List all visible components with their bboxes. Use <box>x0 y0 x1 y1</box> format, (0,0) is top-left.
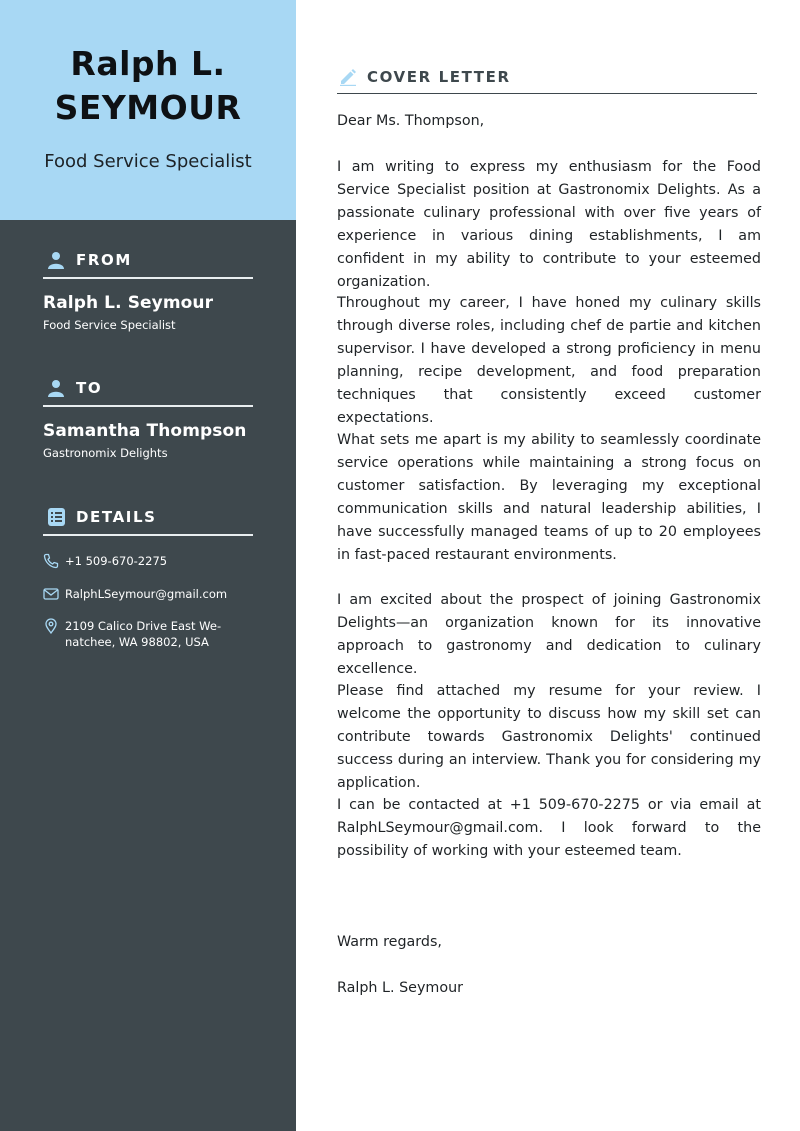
from-section <box>43 249 253 332</box>
to-heading <box>43 377 253 407</box>
sender-name: Ralph L. Seymour <box>43 293 214 313</box>
salutation: Dear Ms. Thompson, <box>337 113 485 129</box>
email-row <box>43 586 263 602</box>
paragraph: I can be contacted at +1 509-670-2275 or via email at RalphLSeymour@gmail.com. I look forward to the possibility of working with your esteemed team. <box>337 797 761 859</box>
address-line-1: 2109 Calico Drive East We- <box>65 619 222 633</box>
signature: Ralph L. Seymour <box>337 980 464 996</box>
from-heading <box>43 249 253 279</box>
job-title: Food Service Specialist <box>44 151 252 172</box>
person-icon <box>46 378 66 398</box>
from-label: FROM <box>76 251 132 269</box>
details-section <box>43 506 253 536</box>
location-pin-icon <box>43 618 59 634</box>
paragraph: I am writing to express my enthusiasm for the Food Service Specialist position at Gastronomix Delights. As a passionate culinary professional with over five years of experience in various dining establishments, I am confident in my ability to contribute to your esteemed organization. <box>337 159 761 290</box>
envelope-icon <box>43 586 59 602</box>
letter-header <box>337 66 757 94</box>
to-label: TO <box>76 379 103 397</box>
paragraph: What sets me apart is my ability to seamlessly coordinate service operations while maintaining a strong focus on customer satisfaction. By leveraging my exceptional communication skills and natural leadership abilities, I have successfully managed teams of up to 20 employees in fast-paced restaurant environments. <box>337 432 761 563</box>
address-text <box>65 618 221 650</box>
cover-letter-label: COVER LETTER <box>367 67 511 86</box>
phone-text: +1 509-670-2275 <box>65 554 168 568</box>
address-line-2: natchee, WA 98802, USA <box>65 635 209 649</box>
person-icon <box>46 250 66 270</box>
details-label: DETAILS <box>76 508 157 526</box>
recipient-company: Gastronomix Delights <box>43 446 168 460</box>
name-header <box>0 0 296 220</box>
closing: Warm regards, <box>337 934 442 950</box>
address-row <box>43 618 263 650</box>
recipient-name: Samantha Thompson <box>43 421 247 441</box>
paragraph: Please find attached my resume for your review. I welcome the opportunity to discuss how my skill set can contribute towards Gastronomix Delights' continued success during an interview. Thank you for considering my application. <box>337 683 761 791</box>
to-section <box>43 377 253 460</box>
pencil-icon <box>339 68 357 86</box>
phone-icon <box>43 553 59 569</box>
name-last: SEYMOUR <box>54 88 242 127</box>
details-heading <box>43 506 253 536</box>
phone-row <box>43 553 263 569</box>
sender-role: Food Service Specialist <box>43 318 176 332</box>
paragraph: I am excited about the prospect of joining Gastronomix Delights—an organization known for its innovative approach to gastronomy and dedication to culinary excellence. <box>337 592 761 677</box>
list-icon <box>46 507 66 527</box>
paragraph: Throughout my career, I have honed my culinary skills through diverse roles, including chef de partie and kitchen supervisor. I have developed a strong proficiency in menu planning, recipe development, and food preparation techniques that consistently exceed customer expectations. <box>337 295 761 426</box>
name-first: Ralph L. <box>70 44 226 83</box>
cover-letter-heading <box>337 66 757 94</box>
email-text: RalphLSeymour@gmail.com <box>65 587 228 601</box>
